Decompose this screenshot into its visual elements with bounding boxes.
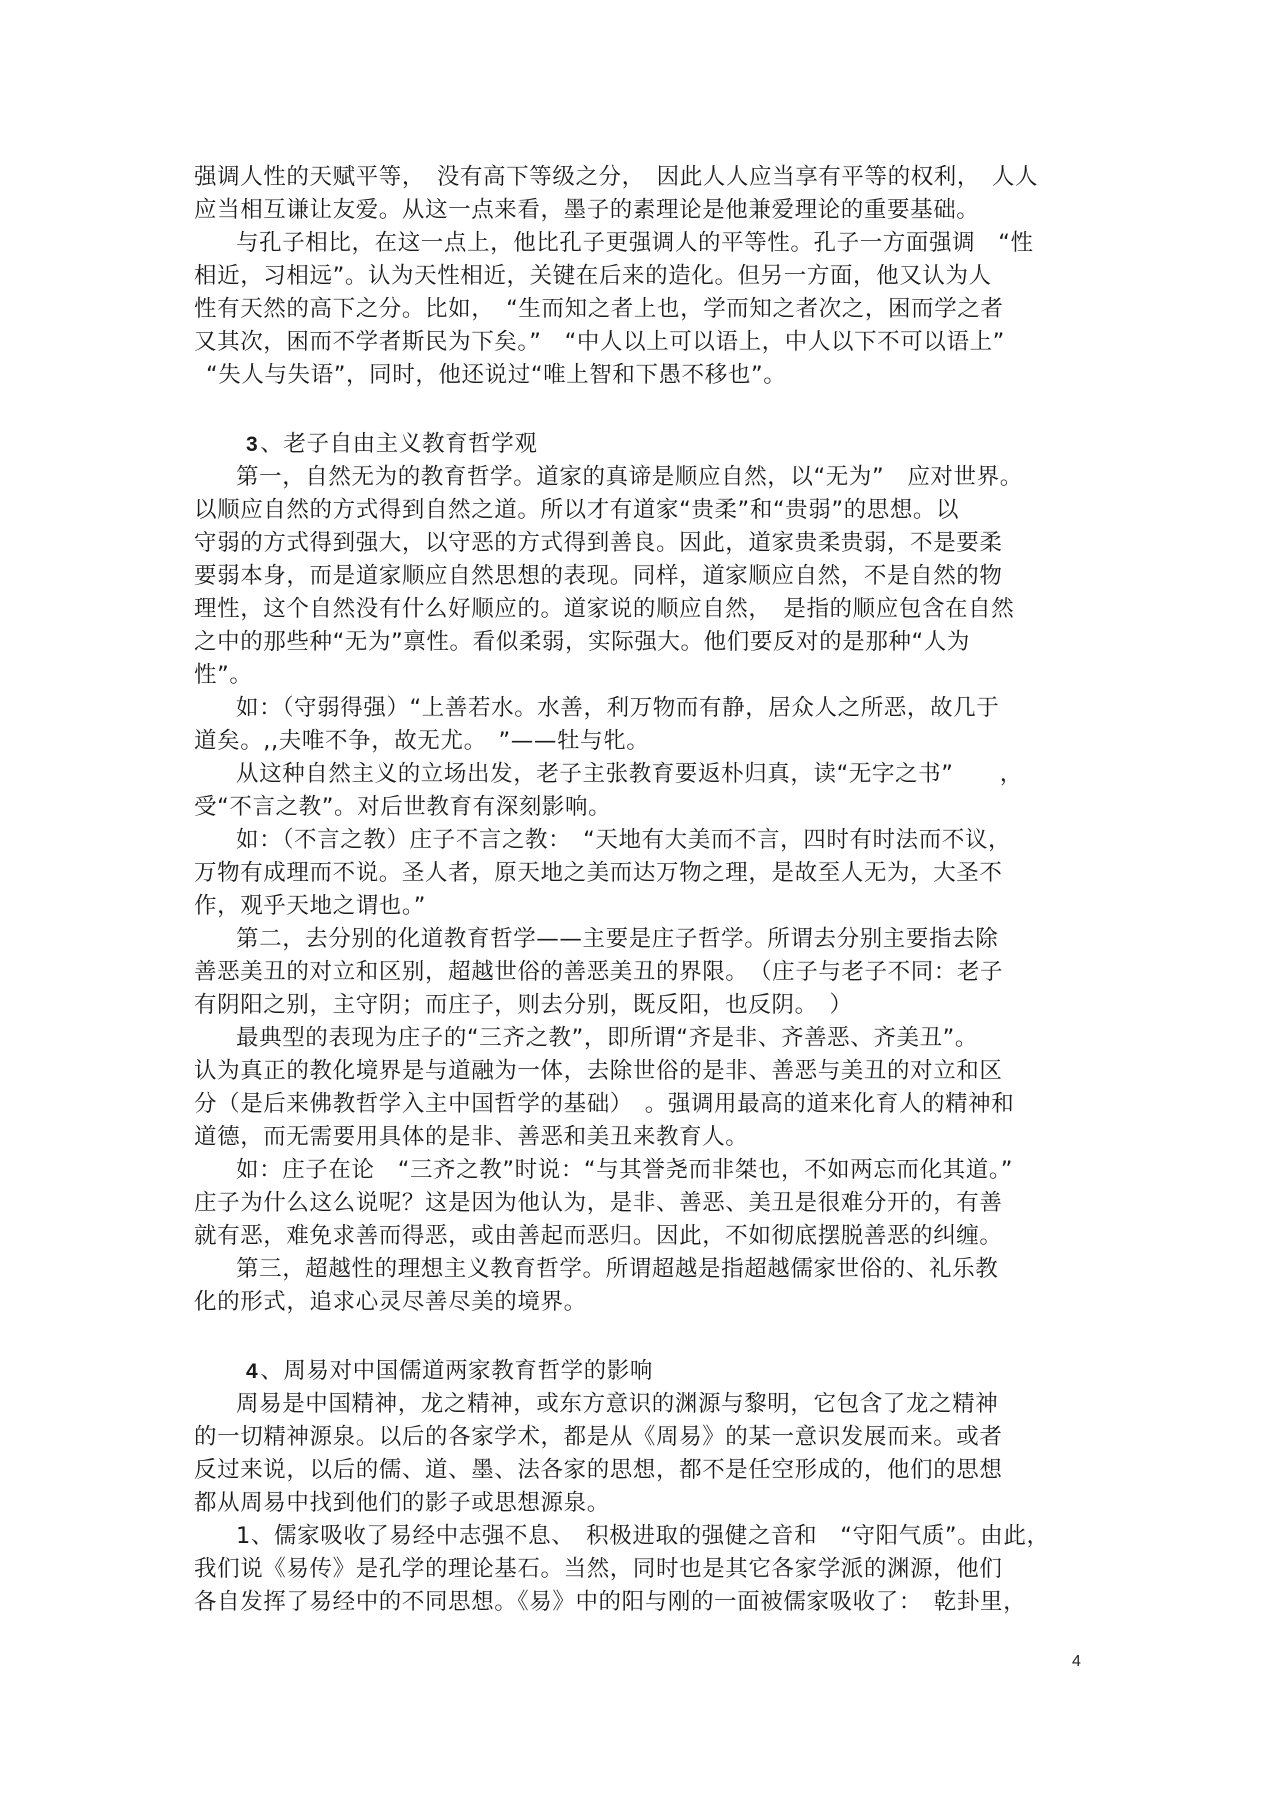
- text-line: 我们说《易传》是孔学的理论基石。当然，同时也是其它各家学派的渊源，他们: [194, 1556, 1003, 1582]
- text-line: 又其次，困而不学者斯民为下矣。” “中人以上可以语上，中人以下不可以语上”: [194, 329, 1005, 355]
- text-line: 万物有成理而不说。圣人者，原天地之美而达万物之理，是故至人无为，大圣不: [194, 860, 1003, 886]
- text-line: 强调人性的天赋平等， 没有高下等级之分， 因此人人应当享有平等的权利， 人人: [194, 164, 1039, 190]
- text-line: 周易是中国精神，龙之精神，或东方意识的渊源与黎明，它包含了龙之精神: [236, 1391, 999, 1417]
- text-line: 道德，而无需要用具体的是非、善恶和美丑来教育人。: [194, 1124, 749, 1150]
- text-line: 受“不言之教”。对后世教育有深刻影响。: [194, 794, 612, 820]
- text-line: 从这种自然主义的立场出发，老子主张教育要返朴归真，读“无字之书” ，: [236, 761, 1023, 787]
- text-line: 第二，去分别的化道教育哲学——主要是庄子哲学。所谓去分别主要指去除: [236, 926, 999, 952]
- section-number: 3: [246, 433, 259, 456]
- section-heading-4: [246, 1355, 653, 1388]
- text-line: 作，观乎天地之谓也。”: [194, 893, 427, 919]
- section-title: 、周易对中国儒道两家教育哲学的影响: [260, 1358, 653, 1384]
- text-line: 理性，这个自然没有什么好顺应的。道家说的顺应自然， 是指的顺应包含在自然: [194, 596, 1015, 622]
- text-line: 要弱本身，而是道家顺应自然思想的表现。同样，道家顺应自然，不是自然的物: [194, 563, 1003, 589]
- text-line: 第一，自然无为的教育哲学。道家的真谛是顺应自然，以“无为” 应对世界。: [236, 464, 1023, 490]
- text-line: “失人与失语”，同时，他还说过“唯上智和下愚不移也”。: [206, 362, 787, 388]
- section-title: 、老子自由主义教育哲学观: [260, 431, 538, 457]
- page-number: 4: [1072, 1653, 1081, 1670]
- text-line: 相近，习相远”。认为天性相近，关键在后来的造化。但另一方面，他又认为人: [194, 263, 992, 289]
- section-heading-3: [246, 428, 537, 461]
- text-line: 如：（不言之教）庄子不言之教： “天地有大美而不言，四时有时法而不议，: [236, 827, 1012, 853]
- text-line: 以顺应自然的方式得到自然之道。所以才有道家“贵柔”和“贵弱”的思想。以: [194, 497, 960, 523]
- text-line: 分（是后来佛教哲学入主中国哲学的基础） 。强调用最高的道来化育人的精神和: [194, 1091, 1015, 1117]
- text-line: 善恶美丑的对立和区别，超越世俗的善恶美丑的界限。 （庄子与老子不同：老子: [194, 959, 1004, 985]
- text-line: 的一切精神源泉。以后的各家学术，都是从《周易》的某一意识发展而来。或者: [194, 1424, 1003, 1450]
- text-line: 有阴阳之别，主守阴；而庄子，则去分别，既反阳，也反阴。 ）: [194, 992, 853, 1018]
- text-line: 守弱的方式得到强大，以守恶的方式得到善良。因此，道家贵柔贵弱，不是要柔: [194, 530, 1003, 556]
- text-line: 最典型的表现为庄子的“三齐之教”，即所谓“齐是非、齐善恶、齐美丑”。: [236, 1025, 979, 1051]
- text-line: 庄子为什么这么说呢？这是因为他认为，是非、善恶、美丑是很难分开的，有善: [194, 1190, 1003, 1216]
- text-line: 如：庄子在论 “三齐之教”时说：“与其誉尧而非桀也，不如两忘而化其道。”: [236, 1157, 1013, 1183]
- section-number: 4: [246, 1360, 259, 1383]
- text-line: 1、儒家吸收了易经中志强不息、 积极进取的强健之音和 “守阳气质”。由此，: [236, 1523, 1050, 1549]
- text-line: 化的形式，追求心灵尽善尽美的境界。: [194, 1289, 587, 1315]
- text-line: 之中的那些种“无为”禀性。看似柔弱，实际强大。他们要反对的是那种“人为: [194, 629, 970, 655]
- text-line: 第三，超越性的理想主义教育哲学。所谓超越是指超越儒家世俗的、礼乐教: [236, 1256, 999, 1282]
- text-line: 与孔子相比，在这一点上，他比孔子更强调人的平等性。孔子一方面强调 “性: [236, 230, 1034, 256]
- text-line: 认为真正的教化境界是与道融为一体，去除世俗的是非、善恶与美丑的对立和区: [194, 1058, 1003, 1084]
- text-line: 就有恶，难免求善而得恶，或由善起而恶归。因此，不如彻底摆脱善恶的纠缠。: [194, 1223, 1003, 1249]
- text-line: 如：（守弱得强）“上善若水。水善，利万物而有静，居众人之所恶，故几于: [236, 695, 1000, 721]
- text-line: 反过来说，以后的儒、道、墨、法各家的思想，都不是任空形成的，他们的思想: [194, 1457, 1003, 1483]
- text-line: 性”。: [194, 662, 253, 688]
- text-line: 性有天然的高下之分。比如， “生而知之者上也，学而知之者次之，困而学之者: [194, 296, 1004, 322]
- text-line: 道矣。,,夫唯不争，故无尤。 ”——牡与牝。: [194, 728, 650, 754]
- text-line: 都从周易中找到他们的影子或思想源泉。: [194, 1490, 610, 1516]
- text-line: 应当相互谦让友爱。从这一点来看，墨子的素理论是他兼爱理论的重要基础。: [194, 197, 980, 223]
- text-line: 各自发挥了易经中的不同思想。《易》中的阳与刚的一面被儒家吸收了： 乾卦里，: [194, 1589, 1027, 1615]
